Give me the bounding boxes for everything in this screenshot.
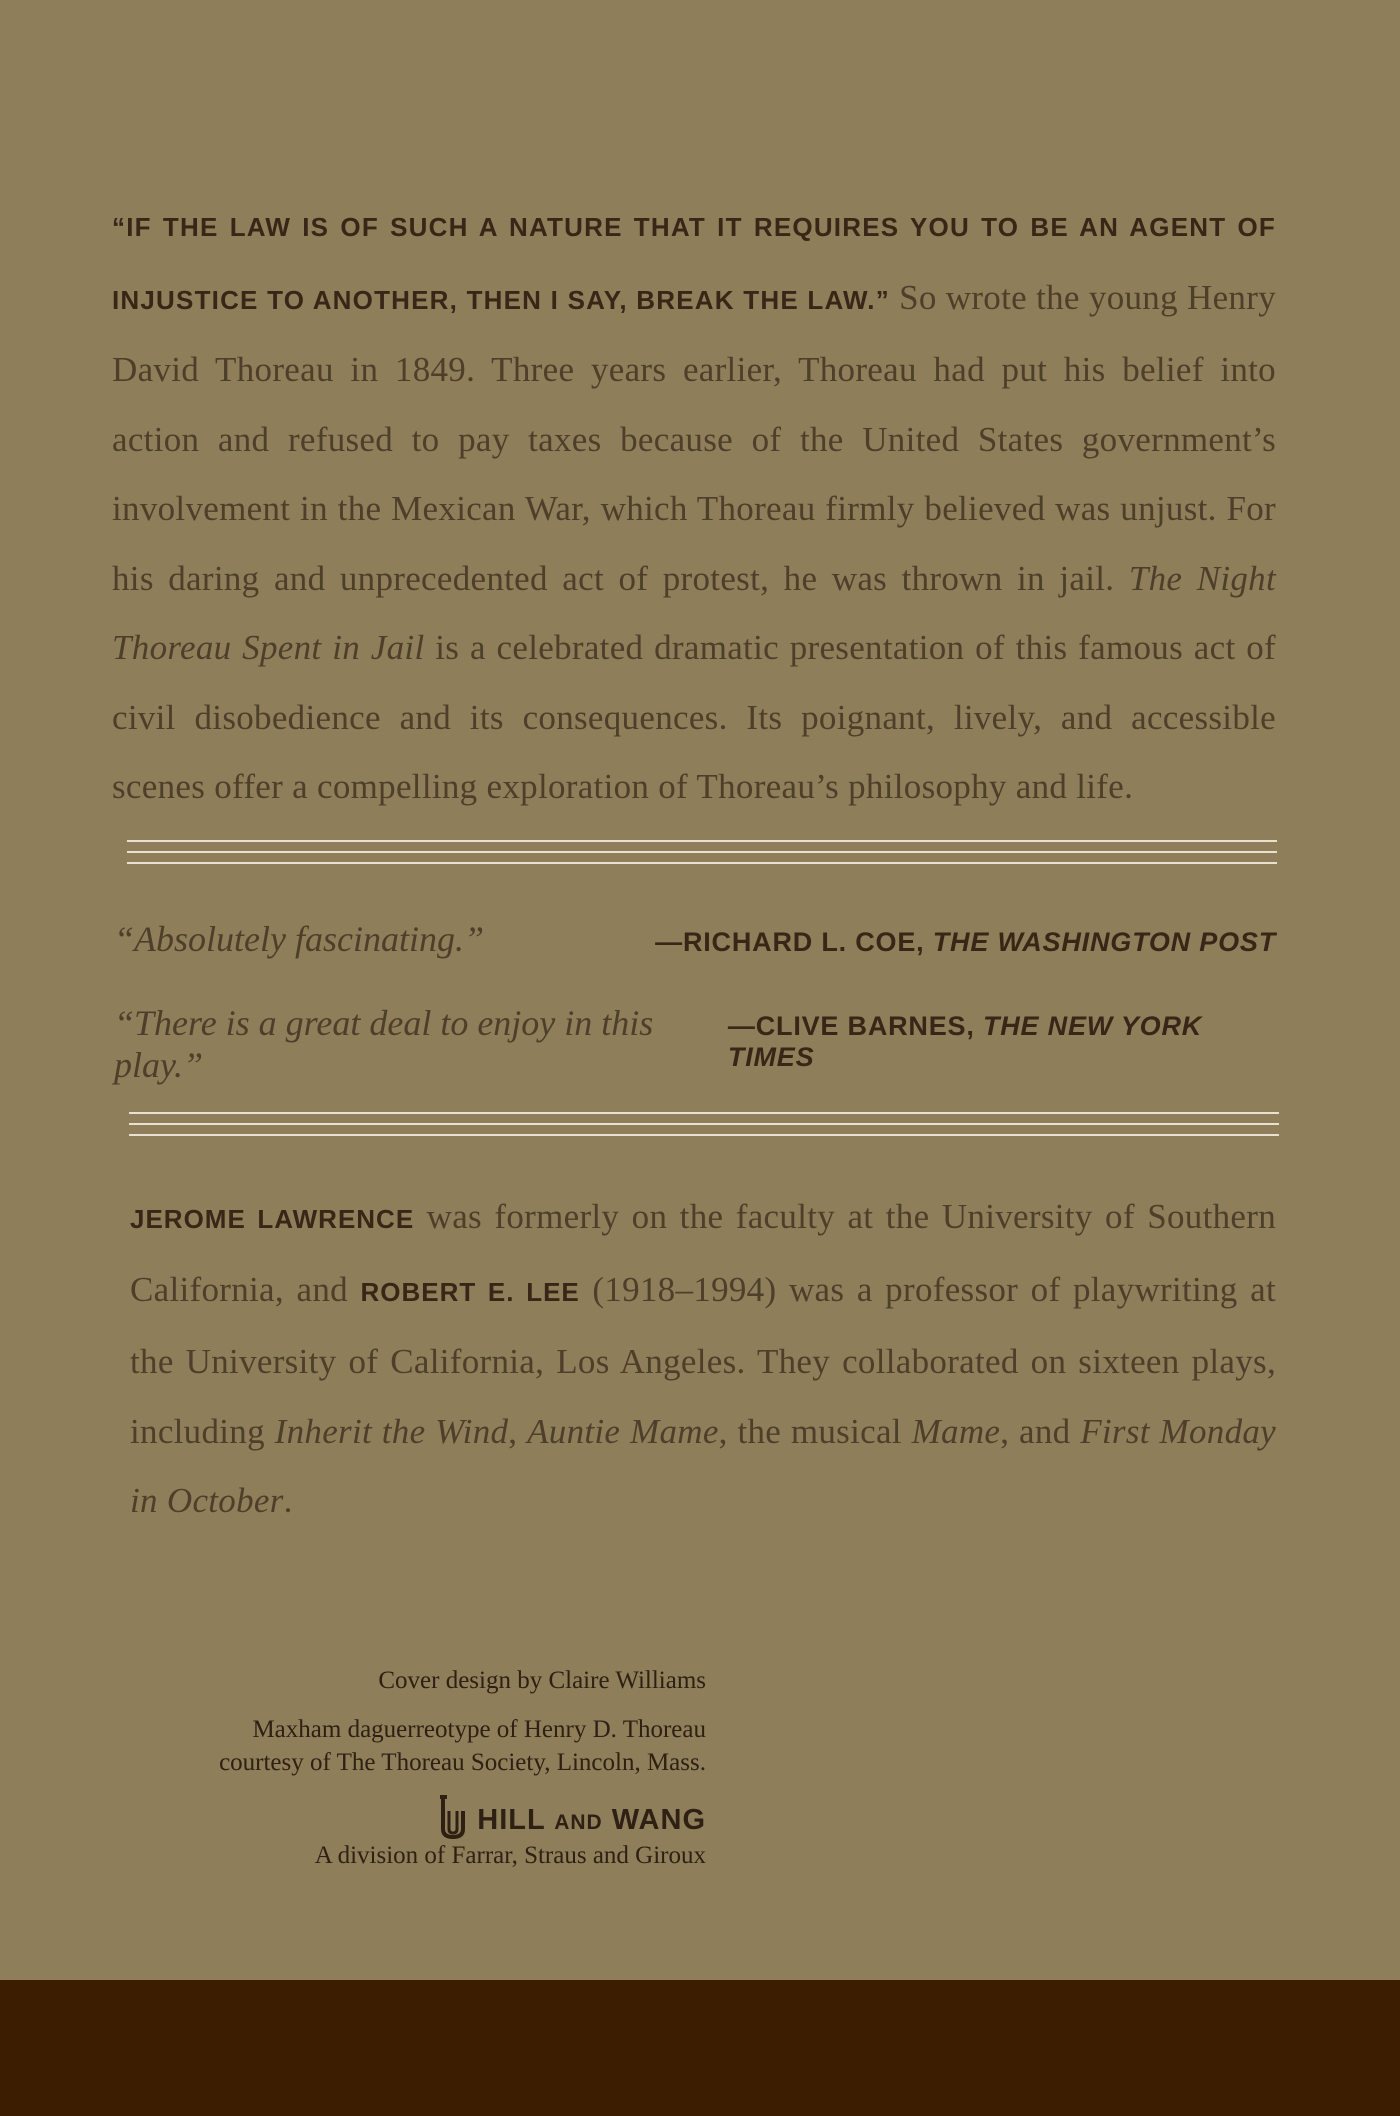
publisher-word: WANG <box>611 1804 706 1836</box>
photo-credit-line-2: courtesy of The Thoreau Society, Lincoln, Mass. <box>219 1749 706 1776</box>
work-title: Inherit the Wind <box>274 1411 509 1451</box>
rule-line <box>129 1123 1279 1125</box>
bio-text-3: , the musical <box>718 1411 912 1451</box>
publisher-word: HILL <box>477 1804 546 1836</box>
work-title: Mame <box>911 1411 1001 1451</box>
rule-line <box>129 1112 1279 1114</box>
description-text-2: is a celebrated dramatic presentation of this famous act of civil disobedience and its consequences. Its poignant, lively, and accessible scenes offer a compelling exploration of Thoreau’s philosophy and life. <box>112 628 1276 806</box>
publisher-word: AND <box>554 1811 603 1834</box>
reviewer-name: —CLIVE BARNES, <box>727 1011 983 1041</box>
review-attribution <box>655 927 1276 958</box>
bottom-band <box>0 1980 1400 2116</box>
bio-sep: , <box>508 1411 528 1451</box>
publisher-logo <box>100 1791 706 1839</box>
bio-text-1: was formerly on the faculty at the University of Southern California, and <box>130 1197 1276 1309</box>
author-name-1: JEROME LAWRENCE <box>130 1204 415 1234</box>
review-attribution <box>728 1011 1276 1073</box>
author-name-2: ROBERT E. LEE <box>360 1276 580 1307</box>
triple-rule-bottom <box>129 1112 1279 1140</box>
review-1 <box>114 918 1276 960</box>
triple-rule-top <box>127 840 1277 868</box>
cover-credits <box>100 1664 706 1872</box>
rule-line <box>129 1134 1279 1136</box>
review-2 <box>114 1002 1276 1086</box>
rule-line <box>127 851 1277 853</box>
bio-end: . <box>283 1481 293 1520</box>
reviewer-name: —RICHARD L. COE, <box>655 927 933 957</box>
author-bio <box>130 1182 1276 1536</box>
book-description <box>112 190 1276 822</box>
review-quote: “Absolutely fascinating.” <box>114 919 485 959</box>
hill-and-wang-emblem-icon <box>437 1793 469 1839</box>
rule-line <box>127 862 1277 864</box>
review-quote: “There is a great deal to enjoy in this play.” <box>114 1003 654 1085</box>
publisher-name <box>477 1804 706 1839</box>
thoreau-quote: “IF THE LAW IS OF SUCH A NATURE THAT IT REQUIRES YOU TO BE AN AGENT OF INJUSTICE TO ANOTHER, THEN I SAY, BREAK THE LAW.” <box>112 212 1276 315</box>
work-title: Auntie Mame <box>527 1411 719 1451</box>
review-publication: THE NEW YORK TIMES <box>727 1011 1203 1072</box>
book-title: The Night Thoreau Spent in Jail <box>112 558 1276 667</box>
cover-design-credit: Cover design by Claire Williams <box>378 1667 706 1694</box>
rule-line <box>127 840 1277 842</box>
bio-text-4: , and <box>1000 1411 1081 1451</box>
description-text-1: So wrote the young Henry David Thoreau in 1849. Three years earlier, Thoreau had put his belief into action and refused to pay taxes because of the United States government’s involvement in the Mexican War, which Thoreau firmly believed was unjust. For his daring and unprecedented act of protest, he was thrown in jail. <box>112 277 1276 598</box>
publisher-division: A division of Farrar, Straus and Giroux <box>314 1842 706 1869</box>
work-title: First Monday in October <box>130 1411 1276 1520</box>
photo-credit-line-1: Maxham daguerreotype of Henry D. Thoreau <box>252 1716 706 1743</box>
review-publication: THE WASHINGTON POST <box>932 927 1276 957</box>
bio-text-2: (1918–1994) was a professor of playwriting at the University of California, Los Angeles. They collaborated on sixteen plays, including <box>130 1269 1276 1451</box>
